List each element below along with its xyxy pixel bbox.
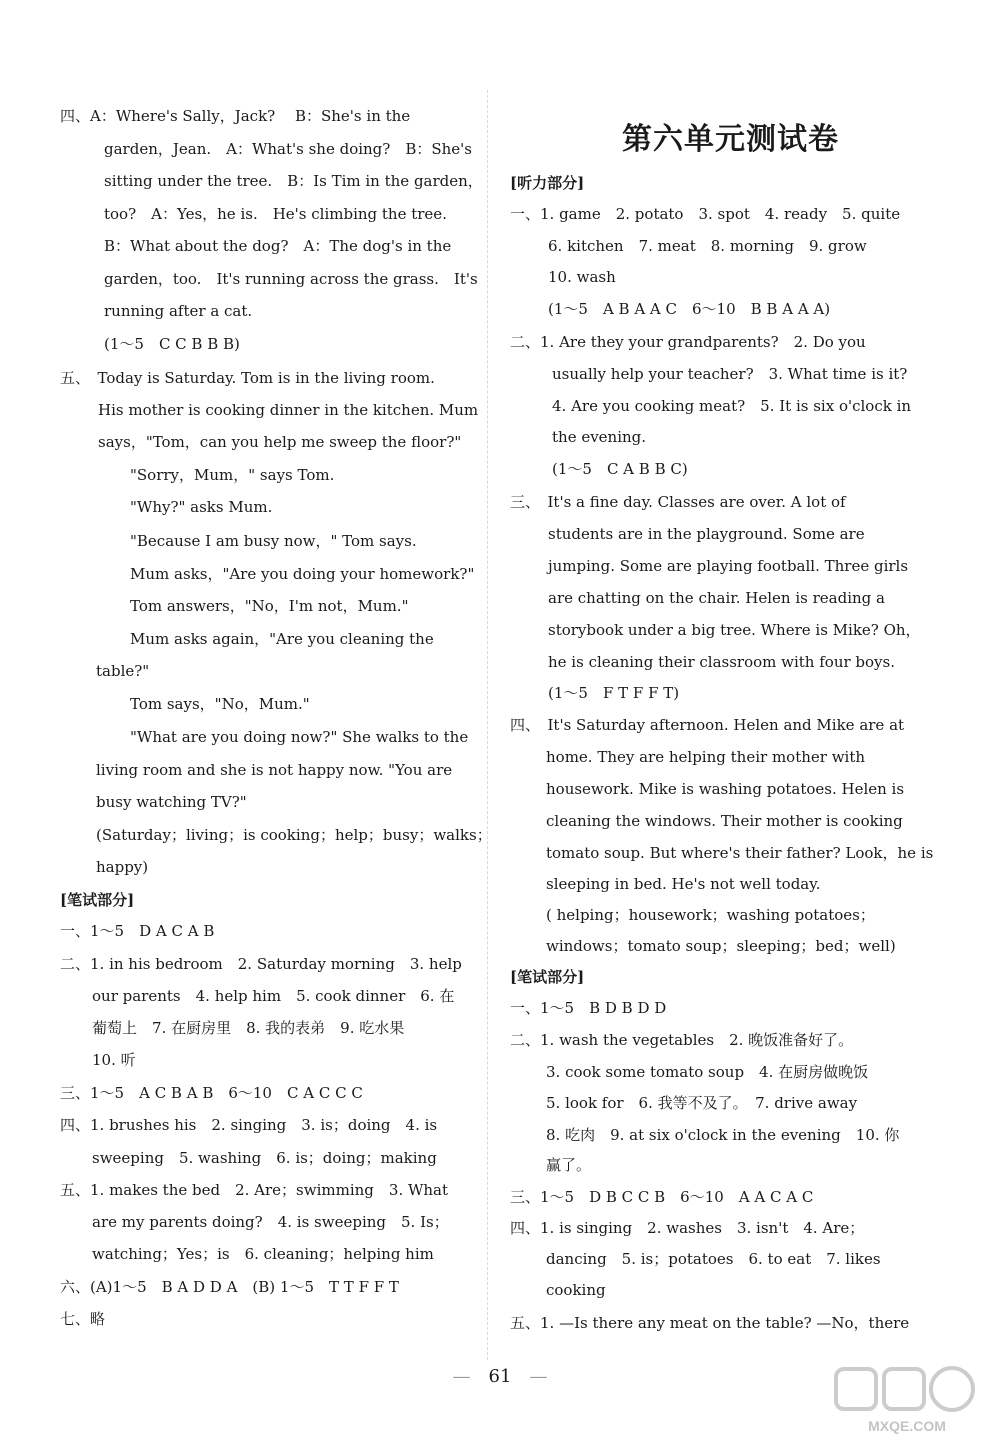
text-line: students are in the playground. Some are	[548, 525, 865, 543]
text-line: 5. look for 6. 我等不及了。 7. drive away	[546, 1094, 858, 1112]
text-line: 五、 Today is Saturday. Tom is in the living room.	[60, 369, 435, 387]
text-line: garden，Jean. A：What's she doing? B：She's	[104, 140, 472, 158]
text-line: 4. Are you cooking meat? 5. It is six o'clock in	[552, 397, 912, 415]
text-line: 赢了。	[546, 1156, 592, 1174]
text-line: 四、 It's Saturday afternoon. Helen and Mike are at	[510, 716, 905, 734]
page-title: 第六单元测试卷	[622, 122, 839, 157]
text-line: 8. 吃肉 9. at six o'clock in the evening 10. 你	[546, 1126, 900, 1144]
text-line: 五、1. —Is there any meat on the table? —No，there	[510, 1314, 910, 1332]
text-line: tomato soup. But where's their father? Look，he is	[546, 844, 934, 862]
text-line: cleaning the windows. Their mother is cooking	[546, 812, 903, 830]
page-number: — 61 —	[452, 1366, 548, 1387]
text-line: "Why?" asks Mum.	[130, 498, 273, 516]
answer-key: (Saturday；living；is cooking；help；busy；walks；	[96, 826, 492, 844]
text-line: B：What about the dog? A：The dog's in the	[104, 237, 452, 255]
text-line: 二、1. wash the vegetables 2. 晚饭准备好了。	[510, 1031, 854, 1049]
answer-key: windows；tomato soup；sleeping；bed；well)	[546, 937, 896, 955]
text-line: table?"	[96, 662, 150, 680]
answer-key: (1～5 A B A A C 6～10 B B A A A)	[548, 300, 831, 318]
answer-key: (1～5 C C B B B)	[104, 335, 240, 353]
text-line: Mum asks again，"Are you cleaning the	[130, 630, 434, 648]
text-line: 三、 It's a fine day. Classes are over. A lot of	[510, 493, 846, 511]
answer-key: happy)	[96, 858, 149, 876]
watermark-url: MXQE.COM	[868, 1418, 946, 1434]
answer-key: (1～5 F T F F T)	[548, 684, 680, 702]
text-line: our parents 4. help him 5. cook dinner 6. 在	[92, 987, 455, 1005]
text-line: storybook under a big tree. Where is Mike? Oh，	[548, 621, 921, 639]
text-line: 二、1. in his bedroom 2. Saturday morning 3. help	[60, 955, 462, 973]
section-header: [笔试部分]	[60, 891, 135, 909]
text-line: are my parents doing? 4. is sweeping 5. Is；	[92, 1213, 449, 1231]
text-line: housework. Mike is washing potatoes. Helen is	[546, 780, 905, 798]
text-line: too? A：Yes，he is. He's climbing the tree.	[104, 205, 447, 223]
text-line: home. They are helping their mother with	[546, 748, 866, 766]
text-line: His mother is cooking dinner in the kitchen. Mum	[98, 401, 479, 419]
text-line: usually help your teacher? 3. What time is it?	[552, 365, 908, 383]
text-line: 一、1～5 B D B D D	[510, 999, 667, 1017]
text-line: 四、A：Where's Sally，Jack? B：She's in the	[60, 107, 411, 125]
text-line: 五、1. makes the bed 2. Are；swimming 3. What	[60, 1181, 449, 1199]
text-line: living room and she is not happy now. "You are	[96, 761, 453, 779]
text-line: watching；Yes；is 6. cleaning；helping him	[92, 1245, 434, 1263]
text-line: 一、1～5 D A C A B	[60, 922, 215, 940]
text-line: garden，too. It's running across the grass. It's	[104, 270, 478, 288]
text-line: the evening.	[552, 428, 647, 446]
text-line: 三、1～5 A C B A B 6～10 C A C C C	[60, 1084, 363, 1102]
section-header: [笔试部分]	[510, 968, 585, 986]
text-line: 10. wash	[548, 268, 616, 286]
text-line: 六、(A)1～5 B A D D A (B) 1～5 T T F F T	[60, 1278, 399, 1296]
text-line: "Sorry，Mum，" says Tom.	[130, 466, 335, 484]
text-line: "What are you doing now?" She walks to the	[130, 728, 469, 746]
answer-key: ( helping；housework；washing potatoes；	[546, 906, 875, 924]
text-line: Tom answers，"No，I'm not，Mum."	[130, 597, 409, 615]
text-line: Mum asks，"Are you doing your homework?"	[130, 565, 475, 583]
text-line: sweeping 5. washing 6. is；doing；making	[92, 1149, 437, 1167]
text-line: 10. 听	[92, 1051, 136, 1069]
text-line: says，"Tom，can you help me sweep the floor?"	[98, 433, 462, 451]
text-line: 二、1. Are they your grandparents? 2. Do you	[510, 333, 866, 351]
text-line: sleeping in bed. He's not well today.	[546, 875, 821, 893]
watermark-icon	[832, 1365, 982, 1437]
text-line: "Because I am busy now，" Tom says.	[130, 532, 417, 550]
text-line: 四、1. is singing 2. washes 3. isn't 4. Are；	[510, 1219, 865, 1237]
column-divider	[487, 90, 488, 1360]
text-line: 七、略	[60, 1310, 106, 1328]
section-header: [听力部分]	[510, 174, 585, 192]
answer-key: (1～5 C A B B C)	[552, 460, 688, 478]
text-line: jumping. Some are playing football. Three girls	[548, 557, 909, 575]
text-line: are chatting on the chair. Helen is reading a	[548, 589, 885, 607]
text-line: 3. cook some tomato soup 4. 在厨房做晚饭	[546, 1063, 869, 1081]
text-line: running after a cat.	[104, 302, 253, 320]
text-line: 四、1. brushes his 2. singing 3. is；doing 4. is	[60, 1116, 438, 1134]
text-line: 三、1～5 D B C C B 6～10 A A C A C	[510, 1188, 814, 1206]
text-line: busy watching TV?"	[96, 793, 247, 811]
text-line: 6. kitchen 7. meat 8. morning 9. grow	[548, 237, 867, 255]
watermark-logo	[832, 1365, 982, 1437]
text-line: 葡萄上 7. 在厨房里 8. 我的表弟 9. 吃水果	[92, 1019, 405, 1037]
text-line: he is cleaning their classroom with four boys.	[548, 653, 895, 671]
text-line: dancing 5. is；potatoes 6. to eat 7. likes	[546, 1250, 881, 1268]
text-line: 一、1. game 2. potato 3. spot 4. ready 5. quite	[510, 205, 901, 223]
text-line: sitting under the tree. B：Is Tim in the garden，	[104, 172, 483, 190]
text-line: cooking	[546, 1281, 606, 1299]
page-number-value: 61	[488, 1366, 512, 1387]
text-line: Tom says，"No，Mum."	[130, 695, 310, 713]
